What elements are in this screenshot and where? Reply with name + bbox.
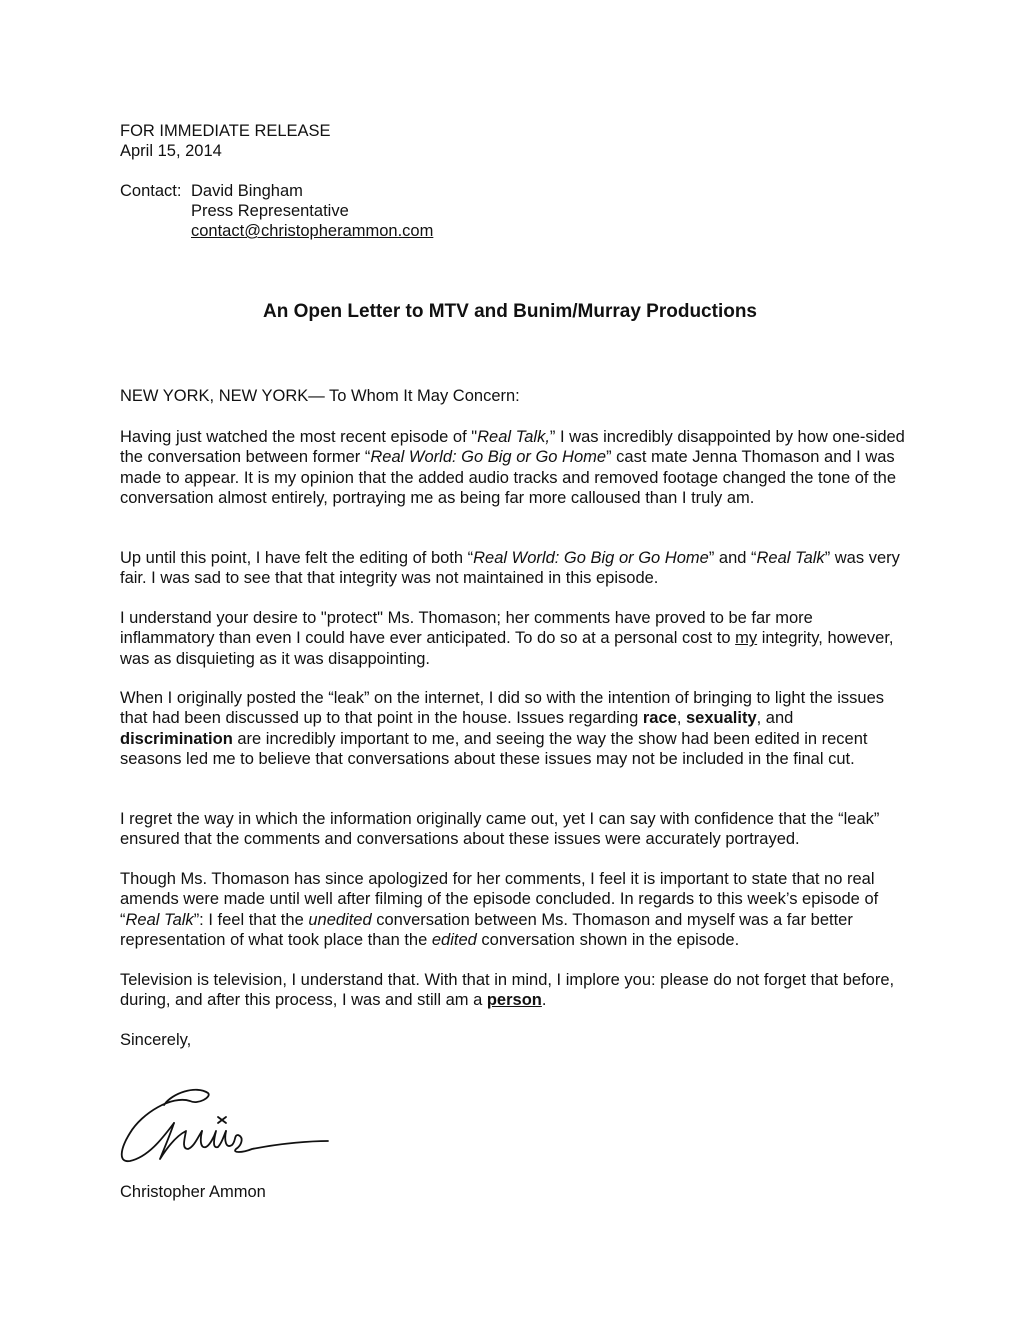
show-title: Real World: Go Big or Go Home <box>370 448 607 467</box>
paragraph-5: I regret the way in which the information originally came out, yet I can say with confidence that the “leak” ensured that the comments and conversations about these issues were accurately portrayed. <box>120 810 880 849</box>
contact-name: David Bingham <box>191 182 303 200</box>
paragraph-6: Though Ms. Thomason has since apologized for her comments, I feel it is important to state that no real amends were made until well after filming of the episode concluded. In regards to this week’s episode of “Real Talk”: I feel that the unedited conversation between Ms. Thomason and myself was a far better representation of what took place than the edited conversation shown in the episode. <box>120 870 879 949</box>
letter-title: An Open Letter to MTV and Bunim/Murray Productions <box>262 301 758 322</box>
release-header <box>120 121 331 161</box>
emphasis-my: my <box>735 629 758 648</box>
signature <box>112 1083 332 1169</box>
emphasis-edited: edited <box>431 930 477 949</box>
release-date: April 15, 2014 <box>120 142 222 160</box>
release-label: FOR IMMEDIATE RELEASE <box>120 122 331 140</box>
show-title: Real Talk <box>756 549 825 567</box>
emphasis-unedited: unedited <box>308 910 372 929</box>
show-title: Real Talk <box>125 910 194 929</box>
contact-label: Contact: <box>120 182 182 200</box>
contact-block <box>120 181 433 241</box>
paragraph-4: When I originally posted the “leak” on the internet, I did so with the intention of bringing to light the issues that had been discussed up to that point in the house. Issues regarding race, sexuality, and discrimination are incredibly important to me, and seeing the way the show had been edited in recent seasons led me to believe that conversations about these issues may not be included in the final cut. <box>120 689 885 768</box>
closing: Sincerely, <box>120 1031 192 1049</box>
show-title: Real Talk, <box>477 428 550 446</box>
emphasis-person: person <box>486 991 542 1010</box>
paragraph-2: Up until this point, I have felt the editing of both “Real World: Go Big or Go Home” and “Real Talk” was very fair. I was sad to see that that integrity was not maintained in this episode. <box>120 549 900 588</box>
contact-role: Press Representative <box>191 202 349 220</box>
contact-email-link[interactable]: contact@christopherammon.com <box>191 222 434 240</box>
emphasis-discrimination: discrimination <box>120 729 233 748</box>
paragraph-7: Television is television, I understand that. With that in mind, I implore you: please do not forget that before, during, and after this process, I was and still am a person. <box>120 971 895 1010</box>
paragraph-1: Having just watched the most recent episode of "Real Talk,” I was incredibly disappointed by how one-sided the conversation between former “Real World: Go Big or Go Home” cast mate Jenna Thomason and I was made to appear. It is my opinion that the added audio tracks and removed footage changed the tone of the conversation almost entirely, portraying me as being far more calloused than I truly am. <box>120 428 905 507</box>
show-title: Real World: Go Big or Go Home <box>473 549 709 567</box>
paragraph-3: I understand your desire to "protect" Ms. Thomason; her comments have proved to be far more inflammatory than even I could have ever anticipated. To do so at a personal cost to my integrity, however, was as disquieting as it was disappointing. <box>120 609 894 668</box>
emphasis-sexuality: sexuality <box>686 709 757 728</box>
emphasis-race: race <box>642 709 677 728</box>
signer-name: Christopher Ammon <box>120 1183 266 1201</box>
dateline: NEW YORK, NEW YORK— To Whom It May Concern: <box>120 387 520 405</box>
